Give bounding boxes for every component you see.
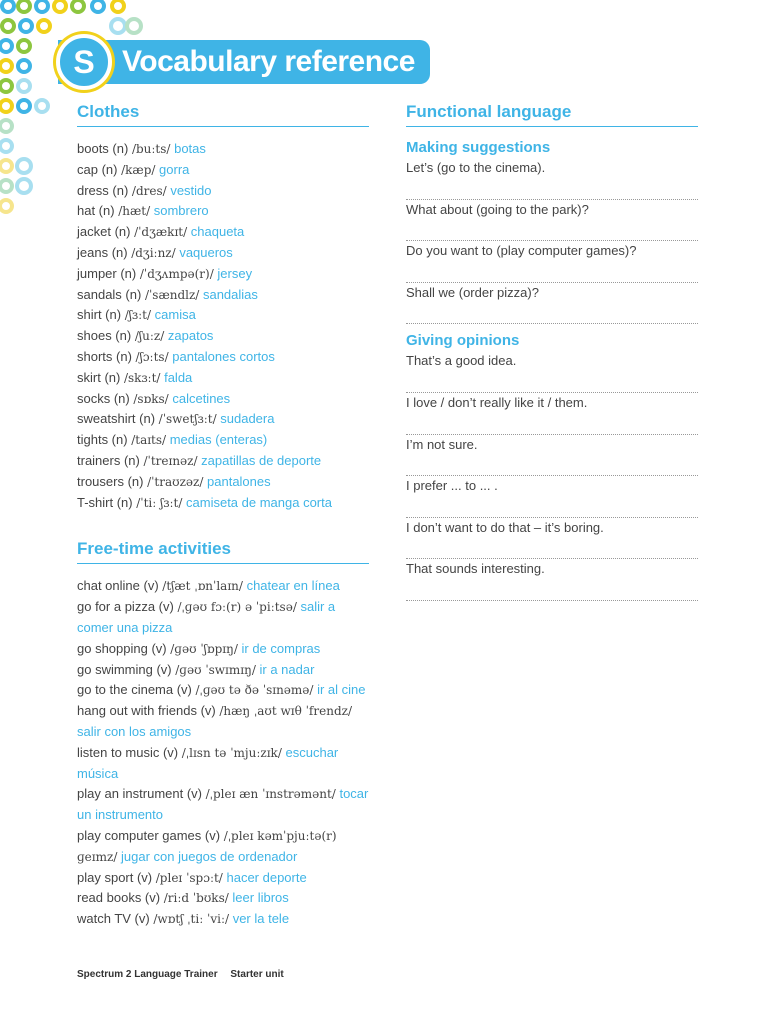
vocab-translation: jersey — [217, 265, 253, 281]
section-title-functional: Functional language — [406, 102, 698, 127]
phrase-line: What about (going to the park)? — [406, 200, 698, 242]
subsection-title-suggestions: Making suggestions — [406, 139, 551, 156]
opinions-list — [406, 351, 698, 601]
vocab-translation: pantalones cortos — [172, 348, 275, 364]
vocab-entry — [77, 743, 369, 785]
right-column — [406, 102, 698, 609]
vocab-word: boots (n) — [77, 141, 129, 156]
vocab-entry — [77, 909, 369, 930]
vocab-word: listen to music (v) — [77, 744, 179, 760]
vocab-translation: botas — [174, 141, 206, 156]
vocab-word: T-shirt (n) — [77, 494, 133, 510]
vocab-word: sandals (n) — [77, 286, 142, 302]
vocab-entry — [77, 389, 369, 410]
vocab-entry — [77, 784, 369, 826]
vocab-pronunciation: /wɒtʃ ˌtiː ˈviː/ — [153, 912, 230, 927]
vocab-entry — [77, 264, 369, 285]
vocab-pronunciation: /dʒiːnz/ — [131, 245, 176, 260]
vocab-word: hat (n) — [77, 203, 115, 219]
vocab-word: tights (n) — [77, 432, 128, 448]
vocab-pronunciation: /ɡəʊ ˈʃɒpɪŋ/ — [170, 641, 238, 656]
vocab-pronunciation: /dres/ — [131, 183, 167, 198]
phrase-line: I love / don’t really like it / them. — [406, 393, 698, 435]
vocab-pronunciation: /skɜːt/ — [123, 370, 161, 385]
vocab-pronunciation: /ˌɡəʊ tə ðə ˈsɪnəmə/ — [195, 683, 314, 698]
vocab-word: go swimming (v) — [77, 661, 172, 677]
vocab-entry — [77, 285, 369, 306]
vocab-pronunciation: /tʃæt ˌɒnˈlaɪn/ — [162, 579, 243, 594]
vocab-entry — [77, 493, 369, 514]
vocab-word: sweatshirt (n) — [77, 411, 156, 427]
vocab-translation: vestido — [170, 182, 212, 198]
vocab-translation: pantalones — [207, 473, 271, 489]
vocab-entry — [77, 160, 369, 181]
vocab-translation: calcetines — [172, 390, 231, 406]
left-column — [77, 102, 369, 930]
vocab-pronunciation: /buːts/ — [131, 142, 171, 156]
vocab-pronunciation: /riːd ˈbʊks/ — [163, 891, 229, 906]
vocab-translation: hacer deporte — [226, 869, 307, 885]
vocab-pronunciation: /pleɪ ˈspɔːt/ — [155, 870, 223, 885]
vocab-translation: salir a comer una pizza — [77, 599, 336, 635]
vocab-word: shirt (n) — [77, 307, 122, 323]
vocab-entry — [77, 201, 369, 222]
vocab-pronunciation: /ˌɡəʊ fɔː(r) ə ˈpiːtsə/ — [177, 600, 297, 615]
vocab-word: go for a pizza (v) — [77, 599, 174, 615]
vocab-pronunciation: /ˈsændlz/ — [144, 287, 200, 302]
vocab-word: go to the cinema (v) — [77, 682, 192, 698]
vocab-pronunciation: /hæŋ ˌaʊt wɪθ ˈfrendz/ — [219, 704, 352, 719]
vocab-word: shoes (n) — [77, 328, 132, 344]
footer-unit: Starter unit — [230, 969, 284, 980]
phrase-line: Do you want to (play computer games)? — [406, 241, 698, 283]
vocab-translation: sombrero — [153, 203, 209, 219]
vocab-translation: chatear en línea — [246, 578, 340, 594]
vocab-word: trainers (n) — [77, 452, 140, 468]
suggestions-list — [406, 158, 698, 324]
vocab-entry — [77, 660, 369, 681]
unit-badge: S — [56, 34, 112, 90]
vocab-entry — [77, 888, 369, 909]
vocab-entry — [77, 576, 369, 597]
vocab-entry — [77, 305, 369, 326]
vocab-word: jacket (n) — [77, 224, 131, 240]
vocab-word: go shopping (v) — [77, 640, 167, 656]
vocab-entry — [77, 368, 369, 389]
vocab-entry — [77, 597, 369, 639]
vocab-pronunciation: /ʃɜːt/ — [124, 308, 152, 323]
vocab-entry — [77, 409, 369, 430]
vocab-word: play computer games (v) — [77, 827, 221, 843]
vocab-pronunciation: /ɡəʊ ˈswɪmɪŋ/ — [175, 662, 256, 677]
free-time-list — [77, 576, 369, 930]
footer-book-title: Spectrum 2 Language Trainer — [77, 969, 218, 980]
vocab-pronunciation: /sɒks/ — [133, 391, 169, 406]
vocab-word: read books (v) — [77, 890, 161, 906]
vocab-word: dress (n) — [77, 182, 129, 198]
phrase-line: Let’s (go to the cinema). — [406, 158, 698, 200]
vocab-pronunciation: /ˈtiː ʃɜːt/ — [136, 495, 183, 510]
vocab-translation: ver la tele — [232, 911, 290, 927]
vocab-pronunciation: /ˈtreɪnəz/ — [143, 453, 198, 468]
vocab-pronunciation: /ˌpleɪ æn ˈɪnstrəmənt/ — [205, 787, 336, 802]
vocab-pronunciation: /ˈswetʃɜːt/ — [158, 412, 217, 427]
vocab-translation: ir al cine — [317, 682, 366, 698]
vocab-pronunciation: /ˌlɪsn tə ˈmjuːzɪk/ — [181, 745, 282, 760]
vocab-translation: jugar con juegos de ordenador — [121, 848, 298, 864]
vocab-translation: sudadera — [220, 411, 275, 427]
page-title: Vocabulary reference — [122, 45, 415, 78]
vocab-translation: tocar un instrumento — [77, 786, 369, 823]
section-title-clothes: Clothes — [77, 102, 369, 127]
phrase-line: That sounds interesting. — [406, 559, 698, 601]
vocab-entry — [77, 639, 369, 660]
vocab-translation: vaqueros — [179, 244, 233, 260]
vocab-entry — [77, 430, 369, 451]
vocab-pronunciation: /ˈtraʊzəz/ — [147, 474, 204, 489]
vocab-entry — [77, 243, 369, 264]
subsection-title-opinions: Giving opinions — [406, 332, 520, 350]
vocab-pronunciation: /ʃɔːts/ — [135, 349, 169, 364]
vocab-word: play an instrument (v) — [77, 786, 202, 802]
vocab-word: trousers (n) — [77, 473, 144, 489]
vocab-translation: falda — [164, 369, 193, 385]
vocab-entry — [77, 222, 369, 243]
vocab-word: jumper (n) — [77, 265, 137, 281]
vocab-entry — [77, 181, 369, 202]
vocab-translation: leer libros — [232, 890, 289, 906]
vocab-word: shorts (n) — [77, 348, 132, 364]
vocab-word: socks (n) — [77, 390, 130, 406]
vocab-word: skirt (n) — [77, 369, 121, 385]
vocab-pronunciation: /kæp/ — [121, 162, 156, 177]
vocab-entry — [77, 347, 369, 368]
vocab-pronunciation: /ˈdʒʌmpə(r)/ — [139, 266, 214, 281]
vocab-word: hang out with friends (v) — [77, 703, 216, 719]
vocab-translation: medias (enteras) — [169, 432, 268, 448]
phrase-line: I prefer ... to ... . — [406, 476, 698, 518]
phrase-line: I don’t want to do that – it’s boring. — [406, 518, 698, 560]
page-footer — [77, 969, 284, 980]
vocab-translation: zapatos — [167, 328, 214, 344]
vocab-pronunciation: /hæt/ — [118, 204, 151, 219]
vocab-entry — [77, 326, 369, 347]
vocab-entry — [77, 472, 369, 493]
vocab-word: chat online (v) — [77, 578, 159, 594]
vocab-word: play sport (v) — [77, 869, 153, 885]
vocab-translation: ir de compras — [241, 640, 321, 656]
vocab-translation: gorra — [159, 161, 190, 177]
vocab-word: jeans (n) — [77, 244, 128, 260]
vocab-entry — [77, 868, 369, 889]
vocab-translation: sandalias — [202, 286, 258, 302]
phrase-line: Shall we (order pizza)? — [406, 283, 698, 325]
vocab-pronunciation: /ˌpleɪ kəmˈpjuːtə(r) ɡeɪmz/ — [77, 828, 337, 864]
vocab-pronunciation: /taɪts/ — [131, 433, 167, 448]
vocab-entry — [77, 680, 369, 701]
vocab-entry — [77, 701, 369, 743]
vocab-word: cap (n) — [77, 161, 118, 177]
clothes-list — [77, 139, 369, 513]
vocab-translation: ir a nadar — [259, 661, 315, 677]
vocab-translation: chaqueta — [190, 224, 245, 240]
vocab-pronunciation: /ˈdʒækɪt/ — [134, 225, 188, 240]
vocab-entry — [77, 139, 369, 160]
vocab-translation: zapatillas de deporte — [201, 452, 322, 468]
vocab-entry — [77, 451, 369, 472]
vocab-translation: camiseta de manga corta — [186, 494, 332, 510]
vocab-entry — [77, 826, 369, 868]
vocab-translation: camisa — [154, 307, 196, 323]
vocab-word: watch TV (v) — [77, 911, 150, 927]
vocab-translation: salir con los amigos — [77, 723, 192, 739]
vocab-translation: escuchar música — [77, 744, 339, 781]
phrase-line: That’s a good idea. — [406, 351, 698, 393]
section-title-free-time: Free-time activities — [77, 539, 369, 564]
phrase-line: I’m not sure. — [406, 435, 698, 477]
vocab-pronunciation: /ʃuːz/ — [134, 329, 165, 344]
